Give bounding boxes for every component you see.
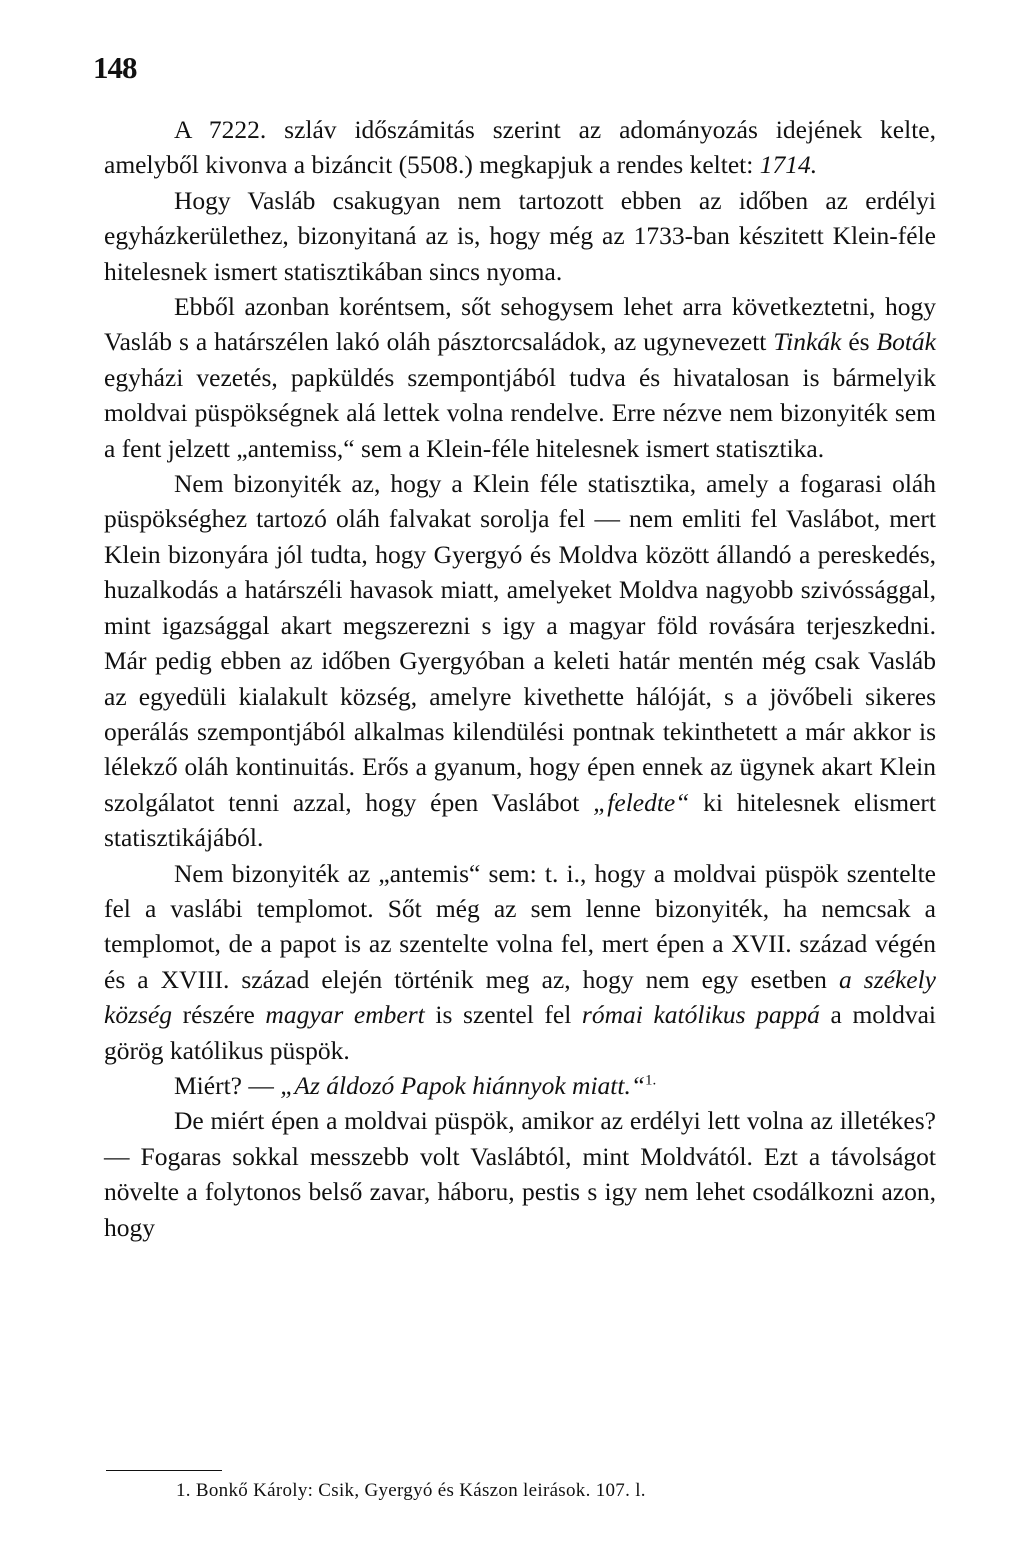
text-run: Nem bizonyiték az „antemis“ sem: t. i., hogy a moldvai püspök szentelte fel a vaslábi templomot. Sőt még az sem lenne bizonyiték, ha nemcsak a templomot, de a papot is az szentelte volna fel, mert épen a XVII. század végén és a XVIII. század elején történik meg az, hogy nem egy esetben xyxy=(104,858,936,994)
italic-text: 1714. xyxy=(759,150,818,180)
paragraph xyxy=(104,466,936,855)
text-run: De miért épen a moldvai püspök, amikor az erdélyi lett volna az illetékes? — Fogaras sokkal messzebb volt Vaslábtól, mint Moldvától. Ezt a távolságot növelte a folytonos belső zavar, háboru, pestis s igy nem lehet csodálkozni azon, hogy xyxy=(104,1106,936,1242)
italic-text: a székely község xyxy=(104,964,936,1030)
paragraph xyxy=(104,1103,936,1245)
paragraph xyxy=(104,289,936,466)
page-number: 148 xyxy=(93,50,137,85)
footnote-marker: 1. xyxy=(645,1072,657,1089)
text-run: A 7222. szláv időszámitás szerint az adományozás idejének kelte, amelyből kivonva a bizáncit (5508.) megkapjuk a rendes keltet: xyxy=(104,115,936,180)
text-run: Hogy Vasláb csakugyan nem tartozott ebben az időben az erdélyi egyházkerülethez, bizonyitaná az is, hogy még az 1733-ban készitett Klein-féle hitelesnek ismert statisztikában sincs nyoma. xyxy=(104,185,936,286)
italic-text: magyar embert xyxy=(265,1000,425,1030)
italic-text: „Az áldozó Papok hiánnyok miatt.“ xyxy=(280,1070,646,1100)
text-run: Miért? — xyxy=(174,1070,281,1100)
paragraph xyxy=(104,183,936,289)
footnote-divider xyxy=(106,1470,222,1471)
italic-text: „feledte“ xyxy=(593,787,690,817)
paragraph xyxy=(104,112,936,183)
text-run: részére xyxy=(171,1000,266,1030)
italic-text: római katólikus pappá xyxy=(581,1000,820,1030)
paragraph xyxy=(104,1068,936,1103)
text-run: Ebből azonban koréntsem, sőt sehogysem lehet arra következtetni, hogy Vasláb s a határszélen lakó oláh pásztorcsaládok, az ugynevezett xyxy=(104,292,936,357)
text-run: a moldvai görög katólikus püspök. xyxy=(104,1000,937,1065)
text-run: és xyxy=(841,327,877,357)
italic-text: Boták xyxy=(876,327,936,357)
text-run: egyházi vezetés, papküldés szempontjából tudva és hivatalosan is bármelyik moldvai püspökségnek alá lettek volna rendelve. Erre nézve nem bizonyiték sem a fent jelzett „antemiss,“ sem a Klein-féle hitelesnek ismert statisztika. xyxy=(104,362,936,463)
italic-text: Tinkák xyxy=(773,327,842,357)
paragraph xyxy=(104,856,936,1068)
text-run: Nem bizonyiték az, hogy a Klein féle statisztika, amely a fogarasi oláh püspökséghez tartozó oláh falvakat sorolja fel — nem emliti fel Vaslábot, mert Klein bizonyára jól tudta, hogy Gyergyó és Moldva között állandó a pereskedés, huzalkodás a határszéli havasok miatt, amelyeket Moldva nagyobb szivóssággal, mint igazsággal akart megszerezni s igy a magyar föld rovására terjeszkedni. Már pedig ebben az időben Gyergyóban a keleti határ mentén még csak Vasláb az egyedüli kialakult község, amelyre kivethette hálóját, s a jövőbeli sikeres operálás szempontjából alkalmas kilendülési pontnak tekinthetett a már akkor is lélekző oláh kontinuitás. Erős a gyanum, hogy épen ennek az ügynek akart Klein szolgálatot tenni azzal, hogy épen Vaslábot xyxy=(104,469,936,817)
text-run: is szentel fel xyxy=(424,1000,582,1030)
text-run: ki hitelesnek elismert statisztikájából. xyxy=(104,787,937,853)
footnote: 1. Bonkő Károly: Csik, Gyergyó és Kászon leirások. 107. l. xyxy=(176,1480,646,1501)
body-text xyxy=(104,112,936,1245)
